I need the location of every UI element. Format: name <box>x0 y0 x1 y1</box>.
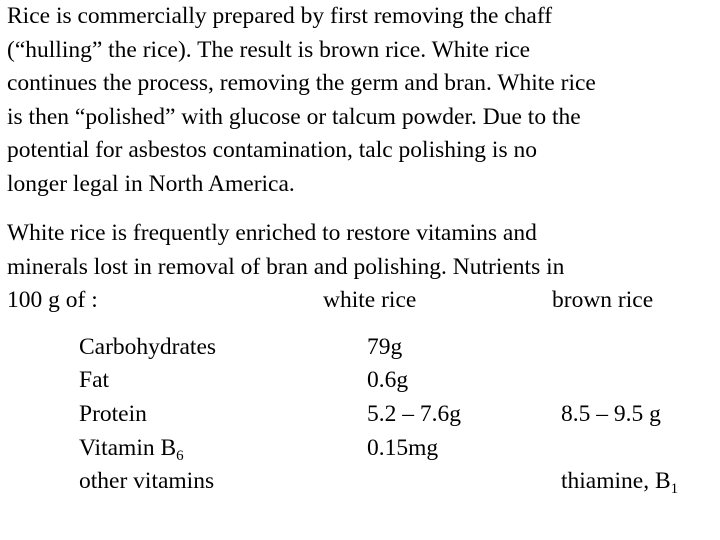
white-rice-value: 0.15mg <box>367 435 439 461</box>
brown-rice-value <box>561 465 678 499</box>
text-line: is then “polished” with glucose or talcum powder. Due to the <box>7 103 581 130</box>
text-line: continues the process, removing the germ and bran. White rice <box>7 70 596 96</box>
white-rice-column-header: white rice <box>323 287 417 313</box>
text-line: minerals lost in removal of bran and polishing. Nutrients in <box>7 253 565 280</box>
brown-rice-column-header: brown rice <box>552 287 654 313</box>
nutrient-name: Carbohydrates <box>79 334 217 360</box>
subscript: 6 <box>176 448 184 464</box>
nutrient-name: Fat <box>79 367 110 393</box>
text-line: White rice is frequently enriched to restore vitamins and <box>7 220 537 246</box>
nutrient-name <box>79 432 184 466</box>
subscript: 1 <box>670 481 679 497</box>
brown-rice-value: 8.5 – 9.5 g <box>561 401 661 427</box>
enrichment-paragraph <box>7 217 713 284</box>
text-line: Rice is commercially prepared by first removing the chaff <box>7 3 553 29</box>
rice-processing-paragraph <box>7 0 713 201</box>
white-rice-value: 5.2 – 7.6g <box>367 401 461 427</box>
nutrient-name: other vitamins <box>79 468 215 494</box>
text-line: (“hulling” the rice). The result is brown rice. White rice <box>7 36 531 63</box>
nutrient-name: Protein <box>79 401 147 427</box>
text-line: potential for asbestos contamination, talc polishing is no <box>7 137 537 163</box>
brown-rice-value-text: thiamine, B <box>561 468 671 494</box>
white-rice-value: 79g <box>367 334 403 360</box>
white-rice-value: 0.6g <box>367 367 409 393</box>
text-line: longer legal in North America. <box>7 170 295 197</box>
nutrient-name-text: Vitamin B <box>79 435 177 461</box>
row-header-label: 100 g of : <box>7 287 98 313</box>
